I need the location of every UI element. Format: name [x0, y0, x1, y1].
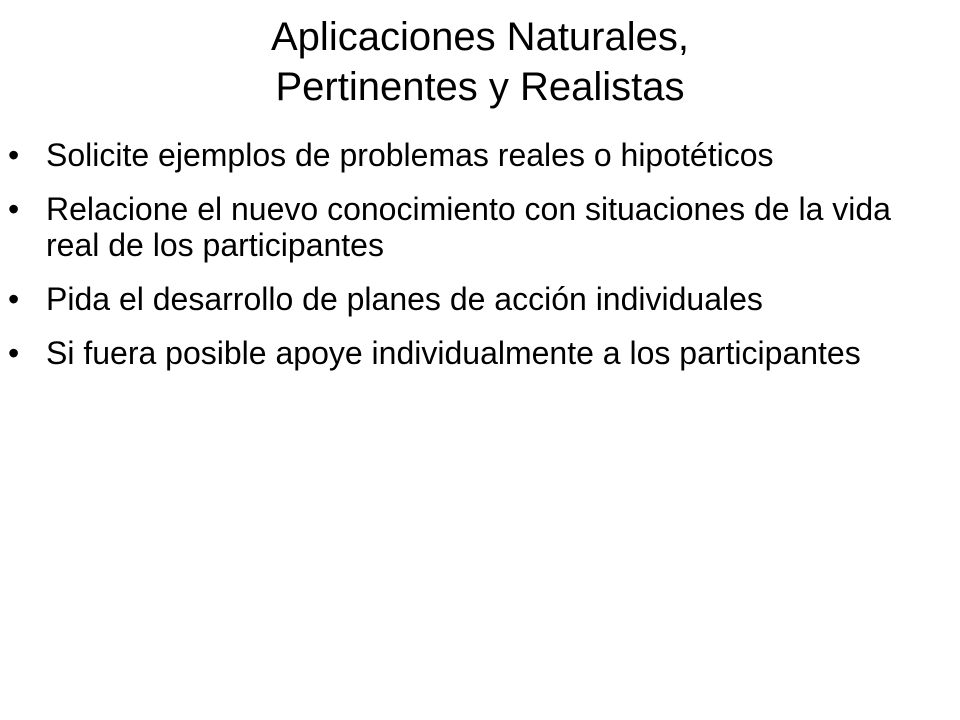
- slide-title-line-1: Aplicaciones Naturales,: [271, 15, 689, 59]
- bullet-item-4: [8, 335, 946, 371]
- bullet-text: Relacione el nuevo conocimiento con situaciones de la vida real de los participantes: [46, 191, 891, 263]
- bullet-text: Si fuera posible apoye individualmente a los participantes: [46, 335, 861, 371]
- bullet-text: Solicite ejemplos de problemas reales o hipotéticos: [46, 137, 774, 173]
- slide-title: [0, 12, 960, 112]
- bullet-text: Pida el desarrollo de planes de acción individuales: [46, 281, 763, 317]
- bullet-marker: •: [8, 281, 20, 317]
- bullet-marker: •: [8, 191, 20, 227]
- bullet-item-3: [8, 281, 946, 317]
- bullet-item-1: [8, 137, 946, 173]
- slide-title-line-2: Pertinentes y Realistas: [275, 65, 685, 109]
- bullet-marker: •: [8, 137, 20, 173]
- bullet-marker: •: [8, 335, 20, 371]
- bullet-item-2: [8, 191, 946, 263]
- bullet-list: [8, 137, 946, 389]
